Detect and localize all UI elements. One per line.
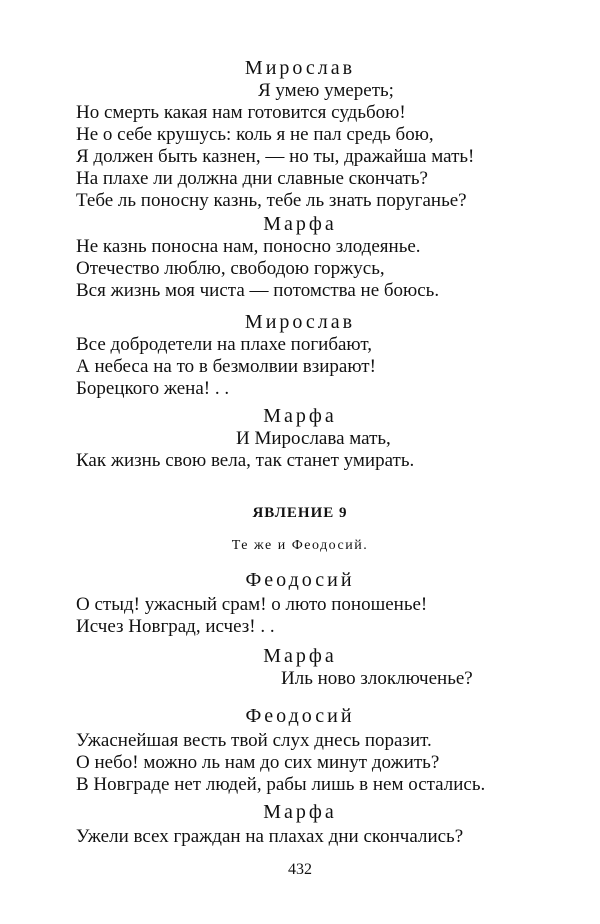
verse-line: Борецкого жена! . . <box>76 378 230 399</box>
verse-line: Тебе ль поносну казнь, тебе ль знать поруганье? <box>76 190 467 211</box>
verse-line: На плахе ли должна дни славные скончать? <box>76 168 428 189</box>
speaker-name: Марфа <box>263 405 337 427</box>
verse-line: И Мирослава мать, <box>236 428 391 449</box>
verse-line: Ужели всех граждан на плахах дни скончались? <box>76 826 464 847</box>
verse-line: Не о себе крушусь: коль я не пал средь бою, <box>76 124 434 145</box>
verse-line: Ужаснейшая весть твой слух днесь поразит. <box>76 730 432 751</box>
verse-line: Я должен быть казнен, — но ты, дражайша мать! <box>76 146 475 167</box>
verse-line: Все добродетели на плахе погибают, <box>76 334 372 355</box>
stage-direction: Те же и Феодосий. <box>231 538 369 553</box>
verse-line: Не казнь поносна нам, поносно злодеянье. <box>76 236 421 257</box>
verse-line: Исчез Новград, исчез! . . <box>76 616 275 637</box>
page-number: 432 <box>288 861 312 878</box>
speaker-name: Мирослав <box>244 311 356 333</box>
scene-title: ЯВЛЕНИЕ 9 <box>252 505 348 521</box>
verse-line: Я умею умереть; <box>258 80 394 101</box>
verse-line: О стыд! ужасный срам! о люто поношенье! <box>76 594 428 615</box>
verse-line: Вся жизнь моя чиста — потомства не боюсь. <box>76 280 440 301</box>
verse-line: Но смерть какая нам готовится судьбою! <box>76 102 406 123</box>
verse-line: О небо! можно ль нам до сих минут дожить? <box>76 752 440 773</box>
speaker-name: Феодосий <box>245 569 355 591</box>
verse-line: Как жизнь свою вела, так станет умирать. <box>76 450 415 471</box>
speaker-name: Марфа <box>263 213 337 235</box>
verse-line: Иль ново злоключенье? <box>281 668 473 689</box>
verse-line: А небеса на то в безмолвии взирают! <box>76 356 376 377</box>
speaker-name: Марфа <box>263 645 337 667</box>
verse-line: В Новграде нет людей, рабы лишь в нем остались. <box>76 774 486 795</box>
speaker-name: Мирослав <box>244 57 356 79</box>
speaker-name: Феодосий <box>245 705 355 727</box>
speaker-name: Марфа <box>263 801 337 823</box>
verse-line: Отечество люблю, свободою горжусь, <box>76 258 385 279</box>
